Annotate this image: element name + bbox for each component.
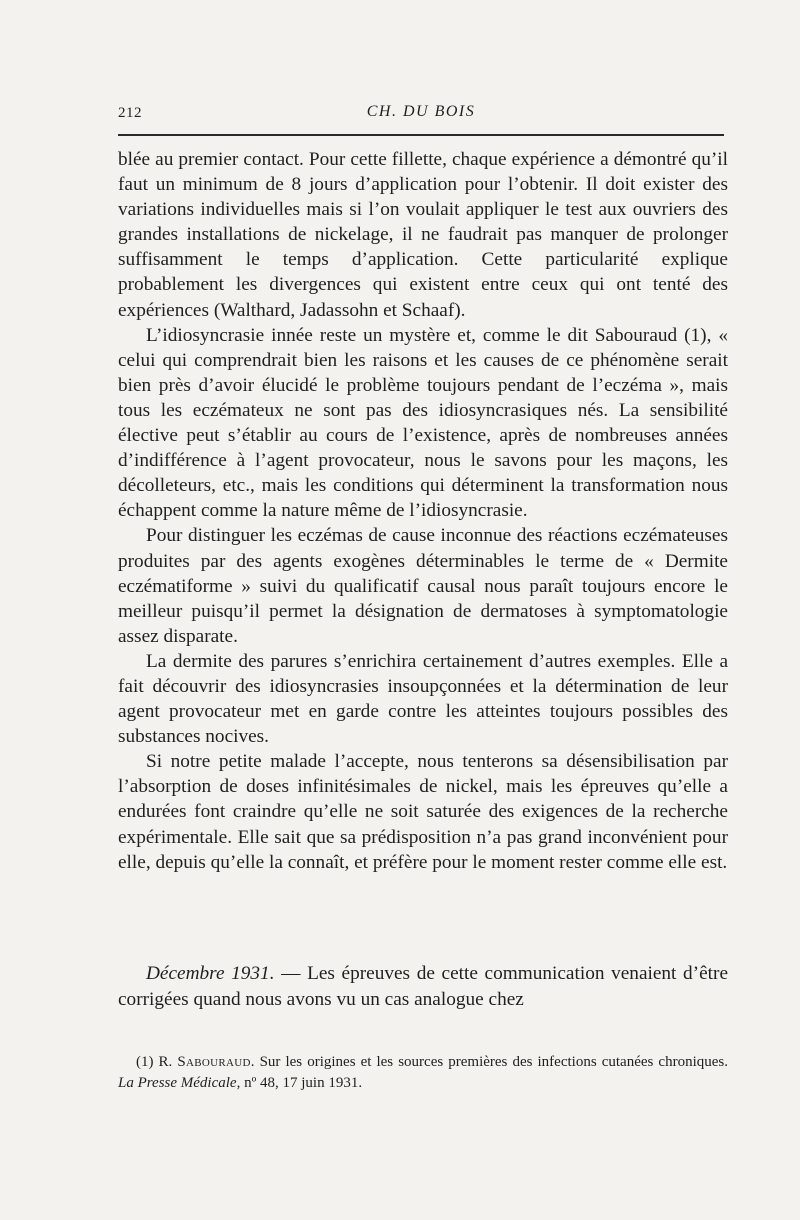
- paragraph-desensibilisation: Si notre petite malade l’accepte, nous tenterons sa désensibilisation par l’absorption de doses infinitésimales de nickel, mais les épreuves qu’elle a endurées font craindre qu’elle ne soit saturée des exigences de la recherche expérimentale. Elle sait que sa prédisposition n’a pas grand inconvénient pour elle, depuis qu’elle la connaît, et préfère pour le moment rester comme elle est.: [118, 751, 728, 873]
- postscript-date: Décembre 1931.: [146, 963, 275, 984]
- postscript: [118, 961, 728, 1012]
- paragraph-dermite-eczematiforme: Pour distinguer les eczémas de cause inconnue des réactions eczémateuses produites par des agents exogènes déterminables le terme de « Dermite eczématiforme » suivi du qualificatif causal nous paraît toujours encore le meilleur puisqu’il permet la désignation de dermatoses à symptomatologie assez disparate.: [118, 525, 728, 647]
- footnote: [118, 1052, 728, 1093]
- page-header: [118, 103, 724, 127]
- paragraph-continuation: blée au premier contact. Pour cette fillette, chaque expérience a démontré qu’il faut un minimum de 8 jours d’application pour l’obtenir. Il doit exister des variations individuelles mais si l’on voulait appliquer le test aux ouvriers des grandes installations de nickelage, il ne faudrait pas manquer de prolonger suffisamment le temps d’application. Cette particularité explique probablement les divergences qui existent entre ceux qui ont tenté des expériences (Walthard, Jadassohn et Schaaf).: [118, 149, 728, 321]
- page-number: 212: [118, 105, 142, 121]
- footnote-journal: La Presse Médicale: [118, 1074, 237, 1091]
- running-head: CH. DU BOIS: [366, 103, 476, 120]
- footnote-text-after: , nº 48, 17 juin 1931.: [236, 1074, 363, 1091]
- header-rule: [118, 134, 724, 136]
- postscript-paragraph: [118, 961, 728, 1012]
- paragraph-dermite-parures: La dermite des parures s’enrichira certainement d’autres exemples. Elle a fait découvrir des idiosyncrasies insoupçonnées et la détermination de leur agent provocateur met en garde contre les atteintes toujours possibles des substances nocives.: [118, 650, 728, 748]
- footnote-author: Sabouraud: [177, 1054, 251, 1070]
- main-text: [118, 147, 728, 875]
- postscript-text: — Les épreuves de cette communication venaient d’être corrigées quand nous avons vu un cas analogue chez: [118, 963, 729, 1010]
- footnote-1: [118, 1052, 728, 1093]
- footnote-marker: (1) R.: [136, 1054, 178, 1070]
- paragraph-idiosyncrasie: L’idiosyncrasie innée reste un mystère et, comme le dit Sabouraud (1), « celui qui comprendrait bien les raisons et les causes de ce phénomène serait bien près d’avoir élucidé le problème toujours pendant de l’eczéma », mais tous les eczémateux ne sont pas des idiosyncrasiques nés. La sensibilité élective peut s’établir au cours de l’existence, après de nombreuses années d’indifférence à l’agent provocateur, nous le savons pour les maçons, les décolleteurs, etc., mais les conditions qui déterminent la transformation nous échappent comme la nature même de l’idiosyncrasie.: [118, 324, 728, 522]
- footnote-text-before: . Sur les origines et les sources premières des infections cutanées chroniques.: [250, 1054, 728, 1070]
